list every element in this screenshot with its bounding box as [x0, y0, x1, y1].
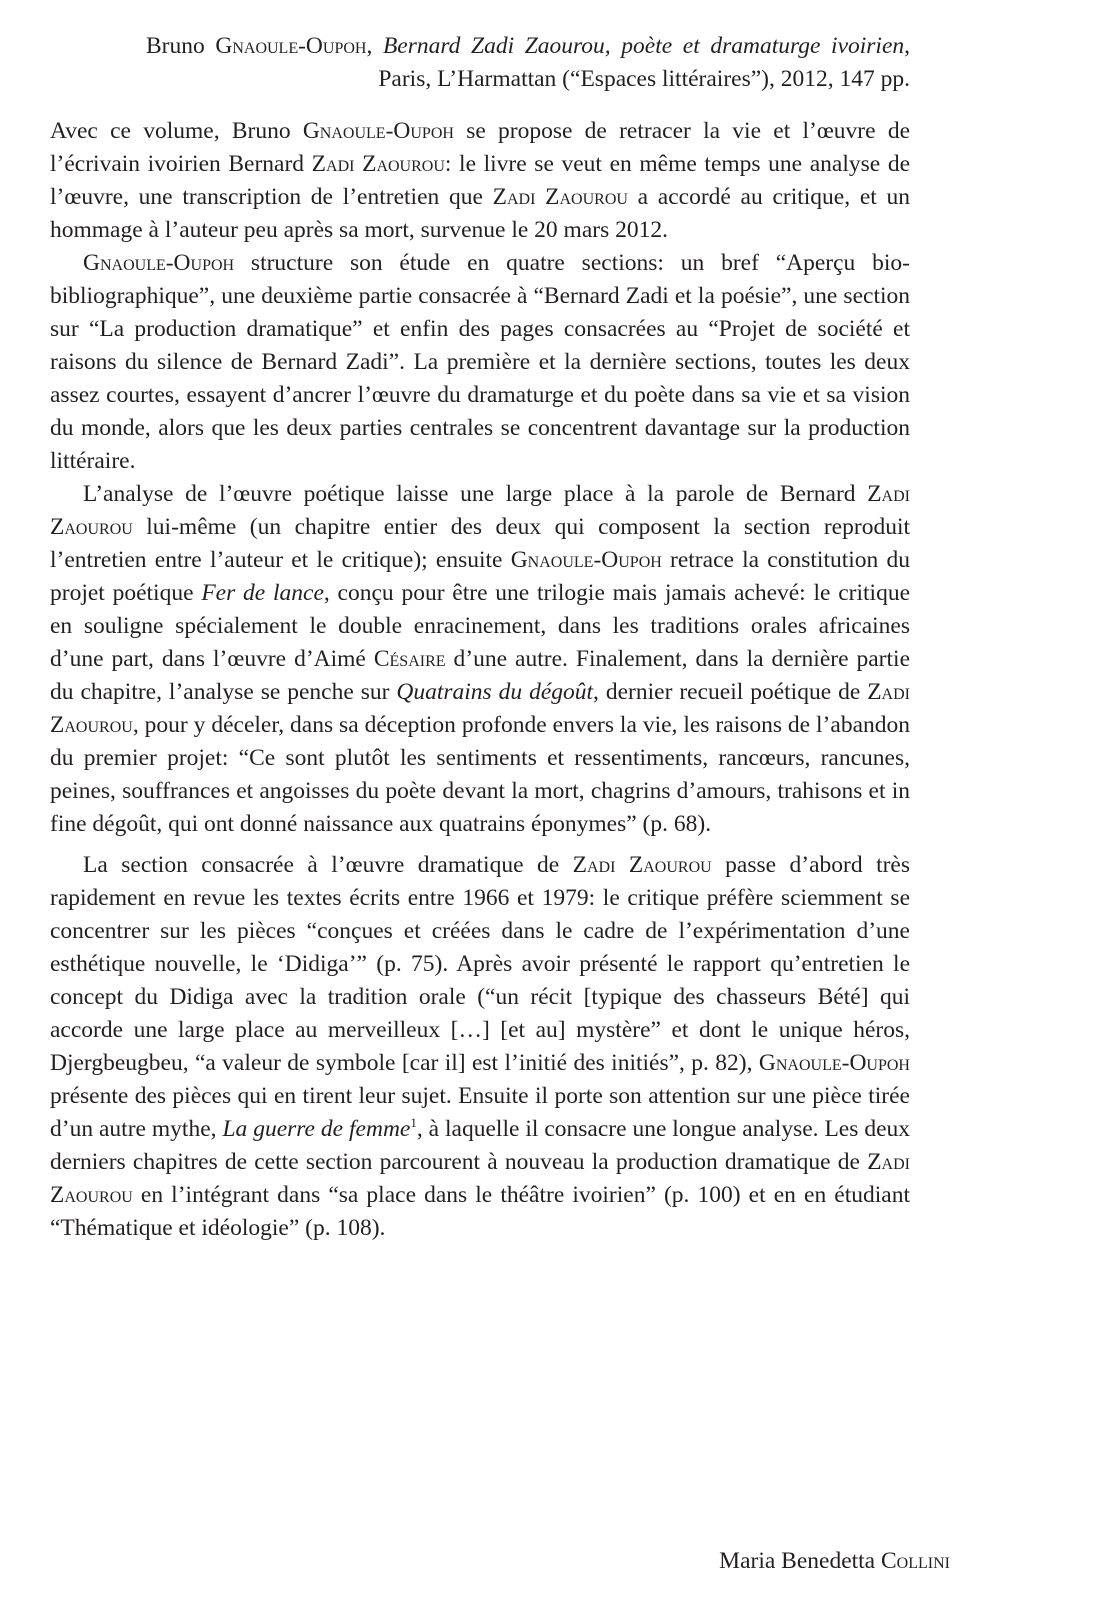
author-name: Zadi Zaourou	[311, 151, 445, 177]
citation-line-1: Bruno Gnaoule-Oupoh, Bernard Zadi Zaourou, poète et dramaturge ivoirien,	[146, 33, 911, 59]
paragraph-2	[50, 247, 910, 478]
reviewer-first-name: Maria Benedetta	[719, 1548, 876, 1574]
author-name: Zadi Zaourou	[492, 184, 628, 210]
author-name: Zadi Zaourou	[50, 481, 910, 540]
text-run: , conçu pour être une trilogie mais jamais achevé: le critique en souligne spécialement le double enracinement, dans les traditions orales africaines d’une part, dans l’œuvre d’Aimé	[50, 580, 911, 672]
author-name: Gnaoule-Oupoh	[302, 118, 454, 144]
author-name: Césaire	[373, 646, 446, 672]
text-run: en l’intégrant dans “sa place dans le théâtre ivoirien” (p. 100) et en en étudiant “Thématique et idéologie” (p. 108).	[50, 1182, 910, 1241]
reviewer-signature	[719, 1545, 950, 1578]
work-title: Fer de lance	[201, 580, 324, 606]
citation-author-first: Bruno	[146, 33, 205, 59]
author-name: Zadi Zaourou	[50, 1149, 910, 1208]
text-run: La section consacrée à l’œuvre dramatique de	[83, 852, 573, 878]
author-name: Gnaoule-Oupoh	[510, 547, 662, 573]
author-name: Gnaoule-Oupoh	[83, 250, 235, 276]
text-run: lui-même (un chapitre entier des deux qui composent la section reproduit l’entretien entre l’auteur et le critique); ensuite	[50, 514, 910, 573]
text-run: passe d’abord très rapidement en revue les textes écrits entre 1966 et 1979: le critique préfère sciemment se concentrer sur les pièces “conçues et créées dans le cadre de l’expérimentation d’une esthétique nouvelle, le ‘Didiga’” (p. 75). Après avoir présenté le rapport qu’entretien le concept du Didiga avec la tradition orale (“un récit [typique des chasseurs Bété] qui accorde une large place au merveilleux […] [et au] mystère” et dont le unique héros, Djergbeugbeu, “a valeur de symbole [car il] est l’initié des initiés”, p. 82),	[50, 852, 910, 1076]
book-citation	[50, 30, 910, 96]
text-run: , à laquelle il consacre une longue analyse. Les deux derniers chapitres de cette section parcourent à nouveau la production dramatique de	[50, 1116, 910, 1175]
review-page	[50, 30, 910, 1245]
text-run: d’une autre. Finalement, dans la dernière partie du chapitre, l’analyse se penche sur	[50, 646, 910, 705]
text-run: L’analyse de l’œuvre poétique laisse une large place à la parole de Bernard	[83, 481, 868, 507]
author-name: Zadi Zaourou	[572, 852, 712, 878]
text-run: , pour y déceler, dans sa déception profonde envers la vie, les raisons de l’abandon du premier projet: “Ce sont plutôt les sentiments et ressentiments, rancœurs, rancunes, peines, souffrances et angoisses du poète devant la mort, chagrins d’amours, trahisons et in fine dégoût, qui ont donné naissance aux quatrains éponymes” (p. 68).	[50, 712, 910, 837]
text-run: : le livre se veut en même temps une analyse de l’œuvre, une transcription de l’entretien que	[50, 151, 910, 210]
citation-title: Bernard Zadi Zaourou, poète et dramaturge ivoirien	[382, 33, 905, 59]
text-run: se propose de retracer la vie et l’œuvre de l’écrivain ivoirien Bernard	[50, 118, 910, 177]
text-run: , dernier recueil poétique de	[593, 679, 868, 705]
text-run: structure son étude en quatre sections: un bref “Aperçu bio-bibliographique”, une deuxième partie consacrée à “Bernard Zadi et la poésie”, une section sur “La production dramatique” et enfin des pages consacrées au “Projet de société et raisons du silence de Bernard Zadi”. La première et la dernière sections, toutes les deux assez courtes, essayent d’ancrer l’œuvre du dramaturge et du poète dans sa vie et sa vision du monde, alors que les deux parties centrales se concentrent davantage sur la production littéraire.	[50, 250, 910, 474]
work-title: La guerre de femme	[222, 1116, 411, 1142]
reviewer-last-name: Collini	[881, 1548, 950, 1574]
text-run: retrace la constitution du projet poétique	[50, 547, 910, 606]
paragraph-1	[50, 115, 910, 247]
text-run: Avec ce volume, Bruno	[50, 118, 303, 144]
citation-line-2	[146, 63, 910, 96]
text-run: a accordé au critique, et un hommage à l’auteur peu après sa mort, survenue le 20 mars 2012.	[50, 184, 910, 243]
footnote-marker: 1	[410, 1115, 417, 1131]
work-title: Quatrains du dégoût	[396, 679, 594, 705]
author-name: Zadi Zaourou	[50, 679, 910, 738]
paragraph-4	[50, 849, 910, 1245]
citation-author-last: Gnaoule-Oupoh	[215, 33, 367, 59]
author-name: Gnaoule-Oupoh	[758, 1050, 910, 1076]
citation-publication: Paris, L’Harmattan (“Espaces littéraires”), 2012, 147 pp.	[378, 66, 910, 92]
paragraph-3	[50, 478, 910, 841]
text-run: présente des pièces qui en tirent leur sujet. Ensuite il porte son attention sur une pièce tirée d’un autre mythe,	[50, 1083, 910, 1142]
